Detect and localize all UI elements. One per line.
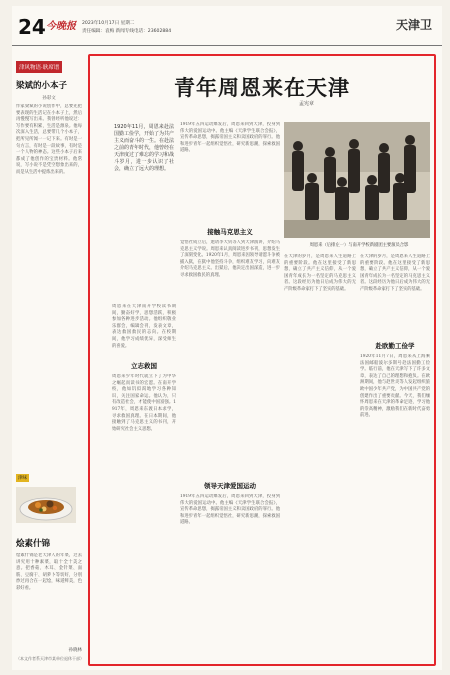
article-col3-text: 在天津的岁月，是周恩来人生道路上的重要阶段。他在这里接受了新思想，确立了共产主义信仰，从一个爱国青年成长为一名坚定的马克思主义者。这段经历为他日后成为伟大的无产阶级革命家打下了坚实的基础。 (284, 254, 356, 292)
article-col2-text2: 觉悟社成立后，邀请李大钊等人到天津演讲，介绍马克思主义学说。周恩来认真阅读进步书刊，思想发生了深刻变化。1920年1月，周恩来因领导请愿斗争被捕入狱，在狱中他坚持斗争，组织难友学习，向难友介绍马克思主义。出狱后，他决定出国深造，进一步寻求救国救民的真理。 (180, 240, 280, 278)
header-date-line: 2023年10月17日 星期二 (82, 21, 135, 26)
left-article2-signature: 孙晓林 (68, 648, 82, 653)
header-editor-line: 责任编辑：袁梅 新闻专线电话：23602884 (82, 29, 172, 34)
food-dish-image (16, 487, 76, 523)
article-subhead-1: 立志救国 (131, 362, 157, 370)
page-header (12, 6, 442, 46)
left-article-title: 梁斌的小本子 (16, 81, 68, 91)
newspaper-logo: 今晚报 (46, 21, 76, 32)
column-tag: 津风物语·耿席谱 (16, 61, 62, 73)
left-article2-title: 烩素什锦 (16, 539, 51, 549)
article-col4-text2: 1920年11月7日，周恩来从上海乘法国邮船波尔多斯号赴法国勤工俭学。临行前，他在天津写下了许多文章，表达了自己的理想和抱负。在欧洲期间，他与赵世炎等人发起组织旅欧中国少年共产党，为中国共产党的创建作出了重要贡献。今天，我们缅怀周恩来在天津的革命足迹，学习他的崇高精神，激励我们在新时代奋勇前进。 (360, 354, 430, 419)
main-article-frame (88, 54, 436, 666)
article-headline: 青年周恩来在天津 (174, 76, 350, 100)
article-col4-text: 在天津的岁月，是周恩来人生道路上的重要阶段。他在这里接受了新思想，确立了共产主义信仰，从一个爱国青年成长为一名坚定的马克思主义者。这段经历为他日后成为伟大的无产阶级革命家打下了坚实的基础。 (360, 254, 430, 292)
article-col1-text: 周恩来在天津南开学校读书期间，勤奋好学，思想活跃，积极参加各种进步活动。他组织敬业乐群会，编辑会刊，发表文章，表达救国救民的志向。在校期间，他学习成绩优异，深受师生的喜爱。 (112, 304, 176, 349)
photo-caption: 周恩来（后排左一）与南开学校新剧团主要演员合影 (309, 243, 409, 248)
article-col1-text2: 周恩来少年时代就立下了为中华之崛起而读书的宏愿。在南开学校，他如饥似渴地学习各种知识，关注国家命运。他认为，只有改造社会，才能使中国富强。1917年，周恩来东渡日本求学，寻求救国真理。在日本期间，他接触到了马克思主义的书刊，开始研究社会主义思想。 (112, 374, 176, 432)
article-subhead-4: 赴欧勤工俭学 (375, 342, 415, 350)
left-column (16, 54, 82, 664)
newspaper-page (12, 6, 442, 670)
article-author: 孟宪章 (298, 101, 314, 107)
historical-group-photo (284, 122, 430, 238)
food-tag: 津味 (18, 476, 27, 481)
section-rubric: 天津卫 (395, 18, 432, 32)
article-column-4 (360, 254, 430, 654)
left-article2-body: 烩素什锦是老天津人的年菜，过去讲究用十种素菜，取十全十美之意。把香菇、木耳、金针菜、面筋、豆腐干、胡萝卜等切好，分别炒过再合在一起烩，味道鲜美，色彩好看。 (16, 553, 82, 591)
food-block (16, 464, 82, 527)
article-subhead-3: 接触马克思主义 (207, 228, 253, 236)
article-col2-text: 1919年五四运动爆发后，周恩来回到天津，投身到伟大的爱国运动中。他主编《天津学生联合会报》，宣传革命思想，揭露帝国主义和卖国政府的罪行。他和进步青年一起组织觉悟社，研究新思潮，探索救国道路。 (180, 122, 280, 154)
article-column-1 (112, 304, 176, 654)
article-column-2 (180, 122, 280, 634)
article-col2-text3: 1919年五四运动爆发后，周恩来回到天津，投身到伟大的爱国运动中。他主编《天津学生联合会报》，宣传革命思想，揭露帝国主义和卖国政府的罪行。他和进步青年一起组织觉悟社，研究新思潮，探索救国道路。 (180, 494, 280, 526)
left-article-body: 作家梁斌的小说创作中，总要先把要表现的生活记在小本子上，然后再慢慢写出来。我曾经听他说过：写作要有积累，生活是源泉。他每次深入生活，总要带几个小本子，把所见所闻一一记下来。有时是一句方言，有时是一段故事，有时是一个人物的神态。这些小本子后来都成了他创作的宝贵材料。他常说，写小说不是凭空想象出来的，而是从生活中提炼出来的。 (16, 104, 82, 175)
article-subhead-2: 领导天津爱国运动 (204, 482, 256, 490)
left-article-author: 孙彩文 (42, 96, 56, 101)
article-column-3 (284, 254, 356, 654)
article-intro: 1920年11月，周恩来赴法国勤工俭学，开始了为共产主义而奋斗的一生。在赴法之前的青年时代，他曾经在天津度过了难忘的学习和战斗岁月，进一步认识了社会，确立了远大的理想。 (114, 124, 175, 172)
page-number: 24 (18, 15, 46, 39)
left-article2-source: （本文作者系天津市某单位退休干部） (16, 656, 84, 661)
